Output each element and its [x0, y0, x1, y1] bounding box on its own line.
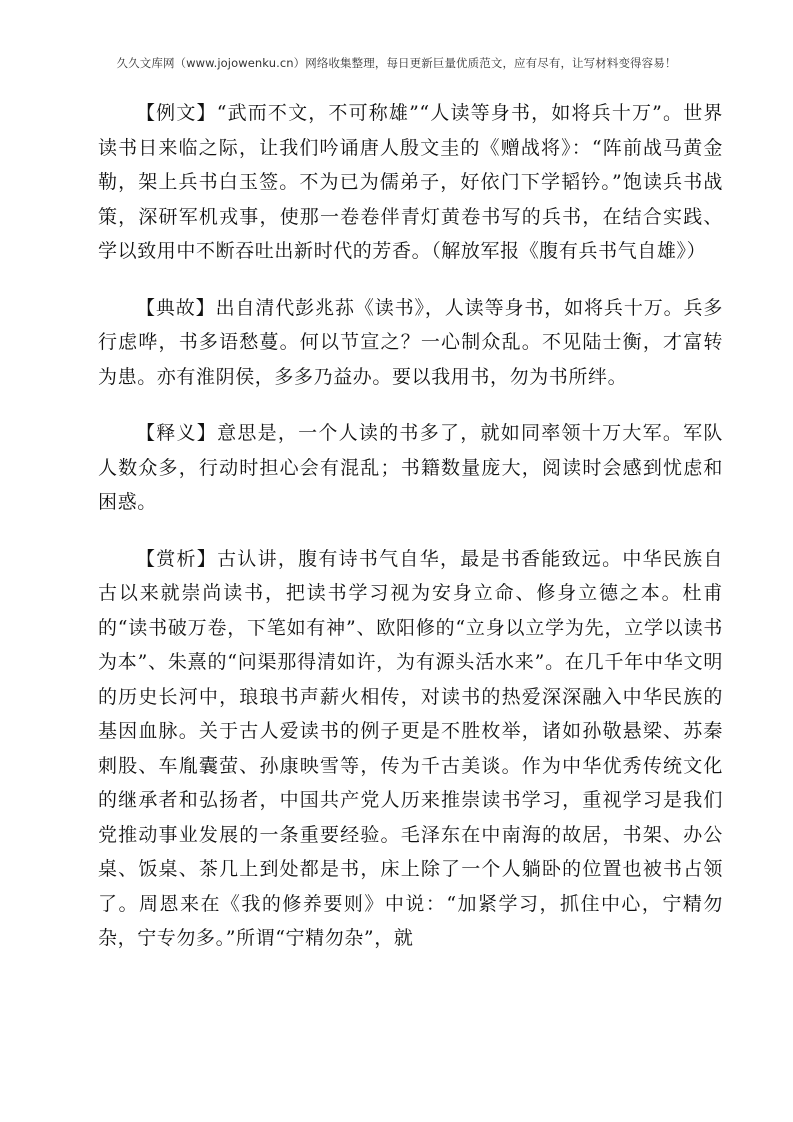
paragraph-example [98, 96, 723, 269]
paragraph-tag: 【赏析】 [136, 547, 218, 570]
paragraph-text: 古认讲，腹有诗书气自华，最是书香能致远。中华民族自古以来就崇尚读书，把读书学习视为安身立命、修身立德之本。杜甫的“读书破万卷，下笔如有神”、欧阳修的“立身以立学为先，立学以读书为本”、朱熹的“问渠那得清如许，为有源头活水来”。在几千年中华文明的历史长河中，琅琅书声薪火相传，对读书的热爱深深融入中华民族的基因血脉。关于古人爱读书的例子更是不胜枚举，诸如孙敬悬梁、苏秦刺股、车胤囊萤、孙康映雪等，传为千古美谈。作为中华优秀传统文化的继承者和弘扬者，中国共产党人历来推崇读书学习，重视学习是我们党推动事业发展的一条重要经验。毛泽东在中南海的故居，书架、办公桌、饭桌、茶几上到处都是书，床上除了一个人躺卧的位置也被书占领了。周恩来在《我的修养要则》中说：“加紧学习，抓住中心，宁精勿杂，宁专勿多。”所谓“宁精勿杂”，就 [98, 547, 723, 949]
paragraph-text: 意思是，一个人读的书多了，就如同率领十万大军。军队人数众多，行动时担心会有混乱；书籍数量庞大，阅读时会感到忧虑和困惑。 [98, 422, 723, 513]
page-header: 久久文库网（www.jojowenku.cn）网络收集整理，每日更新巨量优质范文，应有尽有，让写材料变得容易！ [116, 56, 677, 70]
paragraph-meaning [98, 416, 723, 520]
paragraph-allusion [98, 291, 723, 395]
paragraph-tag: 【释义】 [136, 422, 218, 444]
paragraph-tag: 【例文】 [136, 102, 217, 124]
paragraph-appreciation [98, 542, 723, 956]
paragraph-text: “武而不文，不可称雄”“人读等身书，如将兵十万”。世界读书日来临之际，让我们吟诵唐人殷文圭的《赠战将》：“阵前战马黄金勒，架上兵书白玉签。不为已为儒弟子，好依门下学韬钤。”饱读兵书战策，深研军机戎事，使那一卷卷伴青灯黄卷书写的兵书，在结合实践、学以致用中不断吞吐出新时代的芳香。（解放军报《腹有兵书气自雄》） [98, 102, 723, 262]
document-body [98, 96, 723, 978]
paragraph-tag: 【典故】 [136, 296, 216, 319]
paragraph-text: 出自清代彭兆荪《读书》，人读等身书，如将兵十万。兵多行虑哗，书多语愁蔓。何以节宣之？一心制众乱。不见陆士衡，才富转为患。亦有淮阴侯，多多乃益办。要以我用书，勿为书所绊。 [98, 296, 723, 388]
